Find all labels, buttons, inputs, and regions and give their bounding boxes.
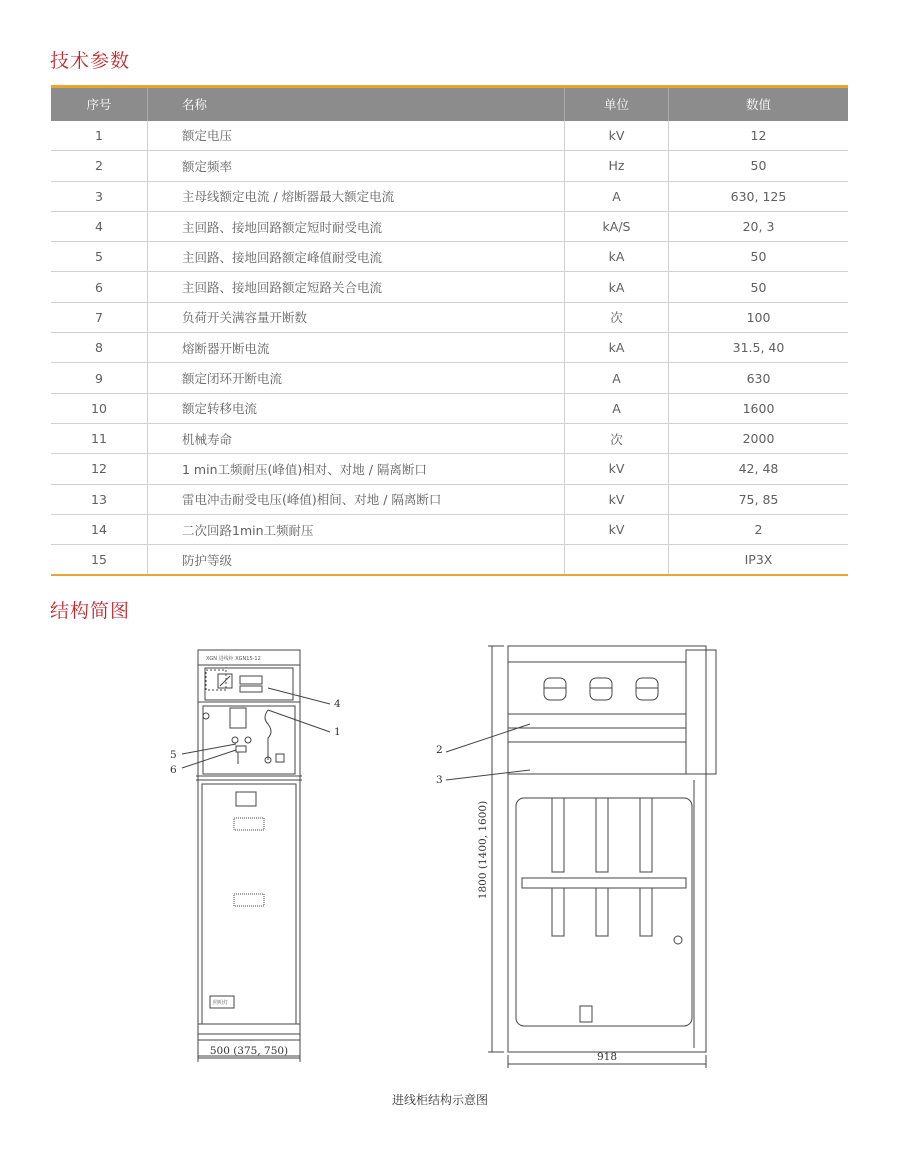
header-unit: 单位	[565, 87, 669, 121]
cell-name: 机械寿命	[148, 423, 565, 453]
cell-no: 3	[51, 181, 148, 211]
table-row	[51, 393, 848, 423]
cell-unit: A	[565, 393, 669, 423]
cell-name: 主回路、接地回路额定短路关合电流	[148, 272, 565, 302]
cell-no: 9	[51, 363, 148, 393]
cell-no: 4	[51, 211, 148, 241]
structure-drawing	[150, 640, 730, 1080]
cell-value: 630, 125	[669, 181, 849, 211]
cell-no: 11	[51, 423, 148, 453]
cell-unit: 次	[565, 423, 669, 453]
cell-unit: A	[565, 181, 669, 211]
table-row	[51, 211, 848, 241]
table-row	[51, 121, 848, 151]
table-row	[51, 363, 848, 393]
cell-name: 防护等级	[148, 545, 565, 575]
cell-no: 7	[51, 302, 148, 332]
cell-name: 额定闭环开断电流	[148, 363, 565, 393]
table-row	[51, 242, 848, 272]
header-no: 序号	[51, 87, 148, 121]
cell-unit: 次	[565, 302, 669, 332]
front-header-label: XGN 进线柜 XGN15-12	[206, 656, 261, 662]
cell-unit: kV	[565, 484, 669, 514]
table-row	[51, 545, 848, 575]
table-row	[51, 484, 848, 514]
cell-no: 13	[51, 484, 148, 514]
cell-name: 熔断器开断电流	[148, 333, 565, 363]
cell-name: 二次回路1min工频耐压	[148, 514, 565, 544]
callout-3: 3	[436, 774, 443, 786]
side-width-dimension: 918	[596, 1051, 618, 1063]
callout-4: 4	[334, 698, 341, 710]
cell-value: 630	[669, 363, 849, 393]
table-row	[51, 454, 848, 484]
cell-name: 雷电冲击耐受电压(峰值)相间、对地 / 隔离断口	[148, 484, 565, 514]
cell-no: 6	[51, 272, 148, 302]
cell-unit: kA	[565, 242, 669, 272]
cell-name: 负荷开关满容量开断数	[148, 302, 565, 332]
cell-value: 75, 85	[669, 484, 849, 514]
table-header-row	[51, 87, 848, 121]
cell-value: 1600	[669, 393, 849, 423]
table-row	[51, 302, 848, 332]
cell-value: 20, 3	[669, 211, 849, 241]
table-row	[51, 333, 848, 363]
cell-unit: kA	[565, 272, 669, 302]
header-value: 数值	[669, 87, 849, 121]
callout-6: 6	[170, 764, 177, 776]
callout-2: 2	[436, 744, 443, 756]
cell-no: 12	[51, 454, 148, 484]
drawing-caption: 进线柜结构示意图	[391, 1093, 488, 1107]
callout-1: 1	[334, 726, 341, 738]
cell-unit: Hz	[565, 151, 669, 181]
table-row	[51, 423, 848, 453]
cell-name: 主回路、接地回路额定峰值耐受电流	[148, 242, 565, 272]
cell-value: 50	[669, 151, 849, 181]
cell-name: 1 min工频耐压(峰值)相对、对地 / 隔离断口	[148, 454, 565, 484]
cell-name: 额定频率	[148, 151, 565, 181]
cell-unit	[565, 545, 669, 575]
callout-5: 5	[170, 749, 177, 761]
cell-no: 8	[51, 333, 148, 363]
cell-no: 2	[51, 151, 148, 181]
side-height-dimension: 1800 (1400, 1600)	[477, 800, 489, 900]
cell-no: 1	[51, 121, 148, 151]
cell-name: 主回路、接地回路额定短时耐受电流	[148, 211, 565, 241]
cell-unit: kA	[565, 333, 669, 363]
cell-unit: kV	[565, 121, 669, 151]
cell-value: 2	[669, 514, 849, 544]
cell-value: 12	[669, 121, 849, 151]
cell-no: 5	[51, 242, 148, 272]
cell-name: 额定电压	[148, 121, 565, 151]
table-row	[51, 181, 848, 211]
cell-no: 15	[51, 545, 148, 575]
section-title-params: 技术参数	[50, 50, 131, 72]
cell-no: 14	[51, 514, 148, 544]
cell-value: IP3X	[669, 545, 849, 575]
table-row	[51, 151, 848, 181]
cell-unit: kV	[565, 454, 669, 484]
table-row	[51, 272, 848, 302]
cell-value: 31.5, 40	[669, 333, 849, 363]
side-view-cabinet	[508, 646, 716, 1052]
cell-no: 10	[51, 393, 148, 423]
header-name: 名称	[148, 87, 565, 121]
front-view-cabinet	[196, 650, 302, 1056]
cell-value: 50	[669, 272, 849, 302]
technical-params-table	[51, 85, 848, 576]
cell-unit: A	[565, 363, 669, 393]
cell-name: 额定转移电流	[148, 393, 565, 423]
cell-name: 主母线额定电流 / 熔断器最大额定电流	[148, 181, 565, 211]
cell-value: 2000	[669, 423, 849, 453]
cell-value: 50	[669, 242, 849, 272]
section-title-structure: 结构简图	[50, 600, 131, 622]
front-lamp-label: 照明灯	[213, 1000, 229, 1006]
cell-unit: kV	[565, 514, 669, 544]
table-row	[51, 514, 848, 544]
cell-unit: kA/S	[565, 211, 669, 241]
cell-value: 100	[669, 302, 849, 332]
cell-value: 42, 48	[669, 454, 849, 484]
front-width-dimension: 500 (375, 750)	[209, 1045, 289, 1057]
